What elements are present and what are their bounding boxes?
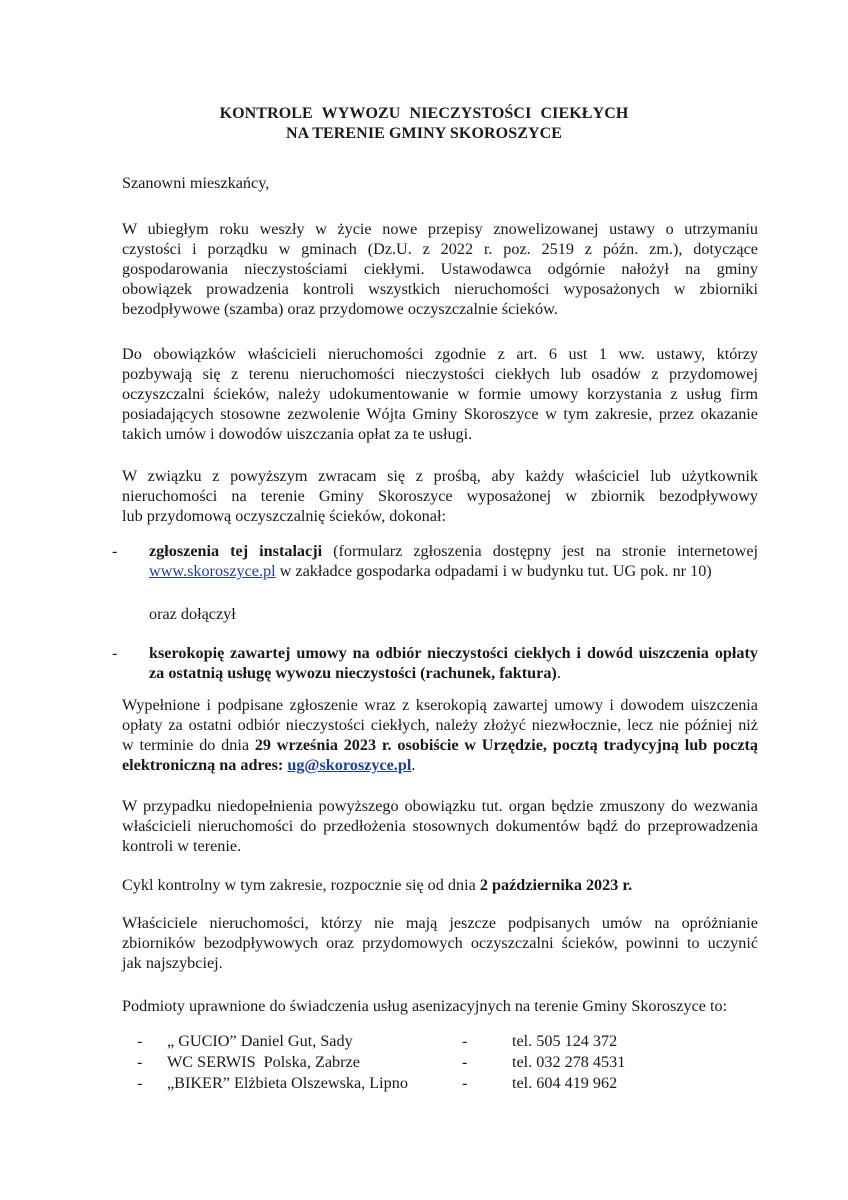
text-line: gospodarowania nieczystościami ciekłymi. Ustawodawca odgórnie nałożył na gminy bbox=[122, 260, 758, 278]
text-line: Właściciele nieruchomości, którzy nie mają jeszcze podpisanych umów na opróżnianie bbox=[122, 914, 758, 932]
provider-name: WC SERWIS Polska, Zabrze bbox=[167, 1053, 360, 1071]
text-line: nieruchomości na terenie Gminy Skoroszyce wyposażonej w zbiornik bezodpływowy bbox=[122, 487, 758, 505]
text-line: jak najszybciej. bbox=[122, 954, 223, 972]
paragraph-noncompliance bbox=[122, 796, 758, 856]
provider-name: „BIKER” Elżbieta Olszewska, Lipno bbox=[167, 1074, 408, 1092]
text-line bbox=[149, 663, 758, 683]
text-line: bezodpływowe (szamba) oraz przydomowe oczyszczalnie ścieków. bbox=[122, 300, 558, 318]
provider-phone: tel. 032 278 4531 bbox=[512, 1053, 626, 1071]
bullet-registration-text: (formularz zgłoszenia dostępny jest na stronie internetowej bbox=[322, 542, 758, 560]
document-title-line2: NA TERENIE GMINY SKOROSZYCE bbox=[285, 125, 563, 142]
deadline-text: 29 września 2023 r. osobiście w Urzędzie, pocztą tradycyjną lub pocztą bbox=[254, 736, 758, 754]
text-fragment: . bbox=[556, 664, 561, 682]
provider-phone: tel. 604 419 962 bbox=[512, 1074, 618, 1092]
paragraph-providers-intro: Podmioty uprawnione do świadczenia usług asenizacyjnych na terenie Gminy Skoroszyce to: bbox=[122, 997, 728, 1015]
text-fragment: . bbox=[411, 756, 416, 774]
text-line: takich umów i dowodów uiszczania opłat za te usługi. bbox=[122, 425, 473, 443]
text-line: pozbywają się z terenu nieruchomości nieczystości ciekłych lub osadów z przydomowej bbox=[122, 365, 758, 383]
website-link[interactable]: www.skoroszyce.pl bbox=[149, 562, 276, 580]
provider-row bbox=[137, 1031, 657, 1051]
paragraph-request bbox=[122, 466, 758, 526]
text-fragment: za ostatnią usługę wywozu nieczystości (rachunek, faktura) bbox=[149, 664, 557, 682]
provider-phone: tel. 505 124 372 bbox=[512, 1032, 618, 1050]
list-dash: - bbox=[137, 1074, 143, 1092]
text-line bbox=[122, 755, 758, 775]
document-title-line1: KONTROLE WYWOZU NIECZYSTOŚCI CIEKŁYCH bbox=[219, 105, 629, 122]
connector-text: oraz dołączył bbox=[149, 605, 236, 623]
text-line: posiadających stosowne zezwolenie Wójta Gminy Skoroszyce w tym zakresie, przez okazanie bbox=[122, 405, 758, 423]
text-line: W ubiegłym roku weszły w życie nowe przepisy znowelizowanej ustawy o utrzymaniu bbox=[122, 220, 758, 238]
bullet-registration-text-2: w zakładce gospodarka odpadami i w budynku tut. UG pok. nr 10) bbox=[275, 562, 712, 580]
text-line: W przypadku niedopełnienia powyższego obowiązku tut. organ będzie zmuszony do wezwania bbox=[122, 797, 758, 815]
start-date: 2 października 2023 r. bbox=[479, 876, 633, 894]
text-line: obowiązek prowadzenia kontroli wszystkich nieruchomości wyposażonych w zbiorniki bbox=[122, 280, 758, 298]
paragraph-submission bbox=[122, 695, 758, 775]
email-link[interactable]: ug@skoroszyce.pl bbox=[287, 756, 412, 774]
text-line bbox=[149, 561, 758, 581]
text-line: Do obowiązków właścicieli nieruchomości zgodnie z art. 6 ust 1 ww. ustawy, którzy bbox=[122, 345, 758, 363]
paragraph-unsigned-contracts bbox=[122, 913, 758, 973]
separator-dash: - bbox=[462, 1032, 468, 1050]
text-line: czystości i porządku w gminach (Dz.U. z 2022 r. poz. 2519 z późn. zm.), dotyczące bbox=[122, 240, 758, 258]
provider-row bbox=[137, 1073, 657, 1093]
separator-dash: - bbox=[462, 1053, 468, 1071]
paragraph-control-cycle bbox=[122, 875, 758, 895]
provider-name: „ GUCIO” Daniel Gut, Sady bbox=[167, 1032, 353, 1050]
text-line: kserokopię zawartej umowy na odbiór nieczystości ciekłych i dowód uiszczenia opłaty bbox=[149, 644, 758, 662]
bullet-registration bbox=[149, 541, 758, 581]
text-line: oczyszczalni ścieków, należy udokumentowanie w formie umowy korzystania z usług firm bbox=[122, 385, 758, 403]
text-line: W związku z powyższym zwracam się z prośbą, aby każdy właściciel lub użytkownik bbox=[122, 467, 758, 485]
bullet-contract-copy bbox=[149, 643, 758, 683]
text-fragment: w terminie do dnia bbox=[122, 736, 255, 754]
text-line: właścicieli nieruchomości do przedłożenia stosownych dokumentów bądź do przeprowadzenia bbox=[122, 817, 758, 835]
list-dash: - bbox=[137, 1053, 143, 1071]
provider-row bbox=[137, 1052, 657, 1072]
list-dash: - bbox=[137, 1032, 143, 1050]
salutation: Szanowni mieszkańcy, bbox=[122, 174, 270, 192]
bullet-dash: - bbox=[112, 644, 118, 662]
separator-dash: - bbox=[462, 1074, 468, 1092]
text-line bbox=[149, 541, 758, 561]
text-line: opłaty za ostatni odbiór nieczystości ciekłych, należy złożyć niezwłocznie, lecz nie później niż bbox=[122, 716, 758, 734]
text-line: Wypełnione i podpisane zgłoszenie wraz z kserokopią zawartej umowy i dowodem uiszczenia bbox=[122, 696, 758, 714]
bullet-dash: - bbox=[112, 542, 118, 560]
text-fragment: Cykl kontrolny w tym zakresie, rozpocznie się od dnia bbox=[122, 876, 480, 894]
text-line: lub przydomową oczyszczalnię ścieków, dokonał: bbox=[122, 507, 446, 525]
text-fragment: elektroniczną na adres: bbox=[122, 756, 288, 774]
paragraph-owner-duties bbox=[122, 344, 758, 444]
text-line bbox=[122, 735, 758, 755]
text-line: zbiorników bezodpływowych oraz przydomowych oczyszczalni ścieków, powinni to uczynić bbox=[122, 934, 758, 952]
text-line: kontroli w terenie. bbox=[122, 837, 242, 855]
paragraph-new-regulations bbox=[122, 219, 758, 319]
bullet-registration-heading: zgłoszenia tej instalacji bbox=[149, 542, 323, 560]
